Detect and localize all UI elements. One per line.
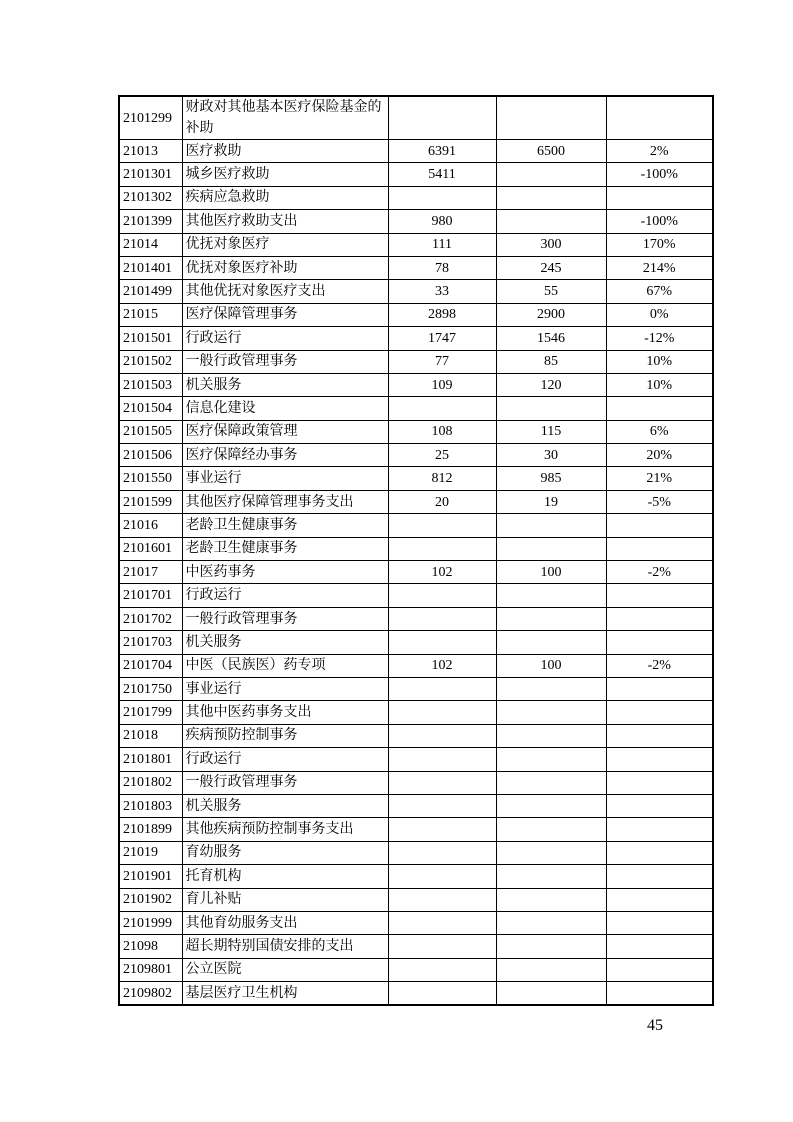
cell-value-2: 19: [496, 490, 606, 513]
cell-change-pct: -2%: [606, 561, 713, 584]
cell-value-2: 985: [496, 467, 606, 490]
cell-name: 中医药事务: [182, 561, 388, 584]
cell-value-1: [388, 841, 496, 864]
cell-name: 其他医疗救助支出: [182, 210, 388, 233]
table-row: [119, 654, 713, 677]
cell-value-1: [388, 724, 496, 747]
cell-value-2: [496, 701, 606, 724]
cell-value-1: 812: [388, 467, 496, 490]
cell-value-2: [496, 958, 606, 981]
cell-code: 2101501: [119, 327, 182, 350]
cell-value-2: 120: [496, 373, 606, 396]
cell-code: 2101299: [119, 96, 182, 140]
cell-value-2: 85: [496, 350, 606, 373]
table-row: [119, 935, 713, 958]
cell-change-pct: [606, 841, 713, 864]
cell-name: 医疗保障管理事务: [182, 303, 388, 326]
cell-change-pct: [606, 186, 713, 209]
cell-value-2: [496, 210, 606, 233]
cell-code: 2101902: [119, 888, 182, 911]
cell-value-1: 980: [388, 210, 496, 233]
cell-value-2: 6500: [496, 140, 606, 163]
cell-name: 育幼服务: [182, 841, 388, 864]
cell-value-1: [388, 397, 496, 420]
page-number: 45: [647, 1017, 663, 1034]
table-row: [119, 865, 713, 888]
cell-code: 2101601: [119, 537, 182, 560]
cell-change-pct: [606, 888, 713, 911]
cell-change-pct: [606, 958, 713, 981]
cell-name: 财政对其他基本医疗保险基金的补助: [182, 96, 388, 140]
table-row: [119, 233, 713, 256]
table-row: [119, 373, 713, 396]
cell-value-1: 102: [388, 561, 496, 584]
cell-name: 其他育幼服务支出: [182, 911, 388, 934]
cell-code: 2101802: [119, 771, 182, 794]
cell-value-1: [388, 865, 496, 888]
table-row: [119, 140, 713, 163]
cell-code: 2101999: [119, 911, 182, 934]
cell-name: 行政运行: [182, 584, 388, 607]
cell-value-2: 30: [496, 444, 606, 467]
cell-change-pct: [606, 397, 713, 420]
cell-name: 育儿补贴: [182, 888, 388, 911]
cell-value-2: [496, 537, 606, 560]
cell-code: 21016: [119, 514, 182, 537]
cell-change-pct: 170%: [606, 233, 713, 256]
cell-change-pct: [606, 514, 713, 537]
cell-code: 21015: [119, 303, 182, 326]
cell-code: 2101803: [119, 794, 182, 817]
cell-change-pct: [606, 982, 713, 1006]
cell-code: 2101901: [119, 865, 182, 888]
cell-name: 行政运行: [182, 748, 388, 771]
cell-value-1: 6391: [388, 140, 496, 163]
cell-name: 机关服务: [182, 631, 388, 654]
cell-value-2: 100: [496, 561, 606, 584]
cell-change-pct: [606, 677, 713, 700]
cell-name: 疾病预防控制事务: [182, 724, 388, 747]
cell-code: 2101701: [119, 584, 182, 607]
cell-value-2: [496, 818, 606, 841]
cell-name: 疾病应急救助: [182, 186, 388, 209]
cell-change-pct: [606, 584, 713, 607]
cell-code: 2101599: [119, 490, 182, 513]
cell-value-1: [388, 958, 496, 981]
cell-name: 其他疾病预防控制事务支出: [182, 818, 388, 841]
cell-value-2: [496, 96, 606, 140]
table-row: [119, 841, 713, 864]
cell-value-2: 245: [496, 256, 606, 279]
cell-change-pct: 21%: [606, 467, 713, 490]
cell-value-2: [496, 748, 606, 771]
table-row: [119, 350, 713, 373]
table-row: [119, 607, 713, 630]
cell-value-1: 77: [388, 350, 496, 373]
cell-code: 2101504: [119, 397, 182, 420]
cell-name: 机关服务: [182, 794, 388, 817]
cell-value-1: 111: [388, 233, 496, 256]
cell-change-pct: [606, 771, 713, 794]
cell-value-1: [388, 982, 496, 1006]
cell-change-pct: [606, 701, 713, 724]
cell-name: 医疗保障政策管理: [182, 420, 388, 443]
table-row: [119, 561, 713, 584]
cell-name: 信息化建设: [182, 397, 388, 420]
cell-name: 事业运行: [182, 677, 388, 700]
table-row: [119, 96, 713, 140]
cell-change-pct: 6%: [606, 420, 713, 443]
cell-code: 2101550: [119, 467, 182, 490]
budget-table: [118, 95, 714, 1006]
cell-name: 事业运行: [182, 467, 388, 490]
cell-change-pct: -12%: [606, 327, 713, 350]
cell-value-2: 1546: [496, 327, 606, 350]
cell-code: 2101703: [119, 631, 182, 654]
cell-value-1: [388, 818, 496, 841]
cell-value-1: 108: [388, 420, 496, 443]
cell-change-pct: 214%: [606, 256, 713, 279]
table-row: [119, 794, 713, 817]
cell-code: 2101503: [119, 373, 182, 396]
cell-code: 2101505: [119, 420, 182, 443]
cell-change-pct: -2%: [606, 654, 713, 677]
cell-value-2: 115: [496, 420, 606, 443]
cell-value-1: [388, 607, 496, 630]
cell-change-pct: [606, 865, 713, 888]
cell-change-pct: [606, 537, 713, 560]
cell-value-2: [496, 865, 606, 888]
cell-value-2: [496, 514, 606, 537]
cell-name: 优抚对象医疗: [182, 233, 388, 256]
cell-change-pct: [606, 631, 713, 654]
cell-value-1: [388, 96, 496, 140]
cell-value-1: 25: [388, 444, 496, 467]
cell-code: 2101702: [119, 607, 182, 630]
table-row: [119, 631, 713, 654]
cell-value-1: [388, 935, 496, 958]
cell-name: 其他中医药事务支出: [182, 701, 388, 724]
cell-code: 2101499: [119, 280, 182, 303]
cell-value-1: [388, 186, 496, 209]
cell-change-pct: 10%: [606, 373, 713, 396]
cell-change-pct: [606, 724, 713, 747]
cell-value-2: [496, 397, 606, 420]
cell-name: 公立医院: [182, 958, 388, 981]
cell-value-1: 1747: [388, 327, 496, 350]
cell-name: 老龄卫生健康事务: [182, 514, 388, 537]
cell-value-1: [388, 701, 496, 724]
cell-value-1: [388, 748, 496, 771]
cell-value-2: [496, 677, 606, 700]
table-row: [119, 888, 713, 911]
cell-value-1: 109: [388, 373, 496, 396]
budget-table-body: [119, 96, 713, 1005]
table-row: [119, 701, 713, 724]
cell-value-1: [388, 631, 496, 654]
table-row: [119, 584, 713, 607]
cell-change-pct: [606, 794, 713, 817]
table-row: [119, 490, 713, 513]
table-row: [119, 958, 713, 981]
cell-name: 城乡医疗救助: [182, 163, 388, 186]
cell-change-pct: -100%: [606, 210, 713, 233]
cell-code: 21014: [119, 233, 182, 256]
table-row: [119, 256, 713, 279]
cell-name: 一般行政管理事务: [182, 350, 388, 373]
cell-value-2: [496, 935, 606, 958]
cell-code: 2109801: [119, 958, 182, 981]
table-row: [119, 467, 713, 490]
cell-name: 医疗保障经办事务: [182, 444, 388, 467]
cell-value-1: 5411: [388, 163, 496, 186]
cell-value-1: [388, 537, 496, 560]
cell-value-1: [388, 677, 496, 700]
cell-value-2: 100: [496, 654, 606, 677]
cell-name: 机关服务: [182, 373, 388, 396]
table-row: [119, 911, 713, 934]
cell-value-2: 300: [496, 233, 606, 256]
table-row: [119, 327, 713, 350]
table-row: [119, 420, 713, 443]
cell-change-pct: 10%: [606, 350, 713, 373]
cell-change-pct: [606, 96, 713, 140]
cell-code: 2101899: [119, 818, 182, 841]
table-row: [119, 163, 713, 186]
cell-value-1: 20: [388, 490, 496, 513]
table-row: [119, 982, 713, 1006]
table-row: [119, 397, 713, 420]
cell-code: 2101301: [119, 163, 182, 186]
cell-value-2: [496, 911, 606, 934]
cell-change-pct: [606, 748, 713, 771]
cell-value-2: [496, 841, 606, 864]
cell-name: 老龄卫生健康事务: [182, 537, 388, 560]
cell-code: 2101799: [119, 701, 182, 724]
table-row: [119, 537, 713, 560]
cell-change-pct: [606, 911, 713, 934]
cell-name: 其他优抚对象医疗支出: [182, 280, 388, 303]
cell-change-pct: [606, 935, 713, 958]
cell-name: 超长期特别国债安排的支出: [182, 935, 388, 958]
cell-code: 2101801: [119, 748, 182, 771]
cell-name: 一般行政管理事务: [182, 771, 388, 794]
table-row: [119, 210, 713, 233]
cell-code: 2101704: [119, 654, 182, 677]
cell-name: 其他医疗保障管理事务支出: [182, 490, 388, 513]
cell-code: 21017: [119, 561, 182, 584]
cell-code: 2109802: [119, 982, 182, 1006]
cell-value-2: [496, 794, 606, 817]
cell-change-pct: 0%: [606, 303, 713, 326]
cell-change-pct: -5%: [606, 490, 713, 513]
cell-value-2: 2900: [496, 303, 606, 326]
table-row: [119, 280, 713, 303]
table-row: [119, 186, 713, 209]
cell-value-2: [496, 771, 606, 794]
cell-code: 21013: [119, 140, 182, 163]
cell-change-pct: [606, 818, 713, 841]
table-row: [119, 748, 713, 771]
cell-value-1: [388, 911, 496, 934]
cell-value-2: [496, 982, 606, 1006]
cell-value-2: [496, 724, 606, 747]
cell-value-2: [496, 607, 606, 630]
cell-code: 2101302: [119, 186, 182, 209]
cell-change-pct: 2%: [606, 140, 713, 163]
cell-name: 医疗救助: [182, 140, 388, 163]
table-row: [119, 724, 713, 747]
cell-value-1: [388, 888, 496, 911]
table-row: [119, 444, 713, 467]
cell-value-1: 33: [388, 280, 496, 303]
cell-change-pct: -100%: [606, 163, 713, 186]
cell-value-2: [496, 584, 606, 607]
cell-change-pct: 20%: [606, 444, 713, 467]
cell-value-2: [496, 888, 606, 911]
table-row: [119, 818, 713, 841]
table-row: [119, 677, 713, 700]
cell-code: 2101401: [119, 256, 182, 279]
cell-name: 优抚对象医疗补助: [182, 256, 388, 279]
cell-name: 行政运行: [182, 327, 388, 350]
cell-name: 中医（民族医）药专项: [182, 654, 388, 677]
cell-code: 21018: [119, 724, 182, 747]
cell-value-1: [388, 771, 496, 794]
cell-name: 基层医疗卫生机构: [182, 982, 388, 1006]
cell-value-1: 78: [388, 256, 496, 279]
cell-value-2: [496, 163, 606, 186]
cell-value-2: [496, 631, 606, 654]
table-row: [119, 303, 713, 326]
cell-value-2: 55: [496, 280, 606, 303]
table-row: [119, 514, 713, 537]
cell-value-1: [388, 794, 496, 817]
cell-value-1: 2898: [388, 303, 496, 326]
cell-name: 一般行政管理事务: [182, 607, 388, 630]
cell-name: 托育机构: [182, 865, 388, 888]
cell-change-pct: [606, 607, 713, 630]
cell-value-1: [388, 514, 496, 537]
cell-change-pct: 67%: [606, 280, 713, 303]
cell-value-1: 102: [388, 654, 496, 677]
cell-code: 21019: [119, 841, 182, 864]
cell-code: 21098: [119, 935, 182, 958]
table-row: [119, 771, 713, 794]
cell-code: 2101750: [119, 677, 182, 700]
cell-code: 2101506: [119, 444, 182, 467]
cell-code: 2101399: [119, 210, 182, 233]
cell-code: 2101502: [119, 350, 182, 373]
cell-value-2: [496, 186, 606, 209]
cell-value-1: [388, 584, 496, 607]
